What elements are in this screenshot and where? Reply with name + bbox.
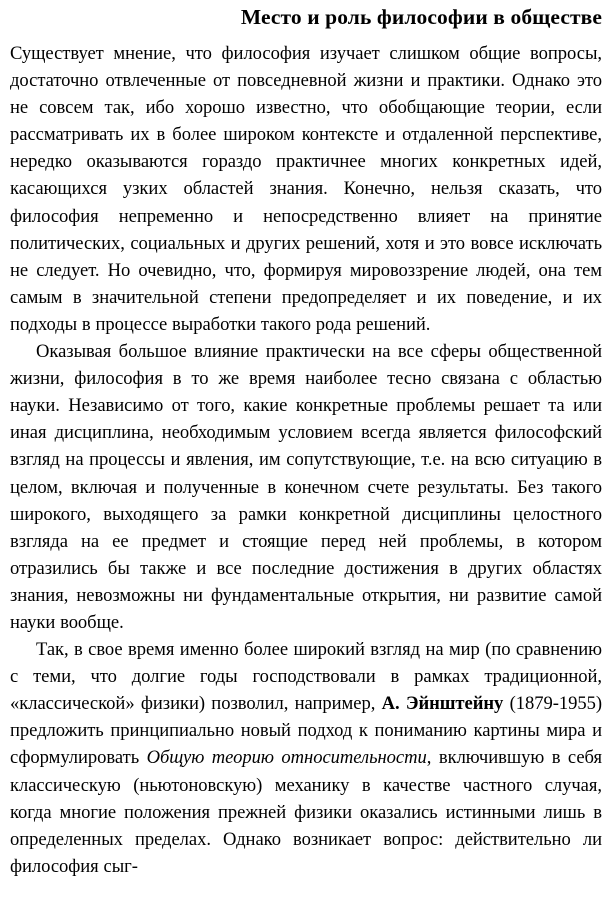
text-run: Оказывая большое влияние практически на все сферы общественной жизни, философия в то же время наиболее тесно связана с областью науки. Независимо от того, какие конкретные проблемы решает та или иная дисциплина, необходимым условием всегда является философский взгляд на процессы и явления, им сопутствующие, т.е. на всю ситуацию в целом, включая и полученные в конечном счете результаты. Без такого широкого, выходящего за рамки конкретной дисциплины целостного взгляда на ее предмет и стоящие перед ней проблемы, в котором отразились бы также и все последние достижения в других областях знания, невозможны ни фундаментальные открытия, ни развитие самой науки вообще. (10, 341, 602, 633)
text-run-bold: А. Эйнштейну (381, 693, 504, 715)
page-title: Место и роль философии в обществе (240, 5, 602, 29)
text-run: , включившую в себя классическую (ньютоновскую) механику в качестве частного случая, когда многие положения прежней физики оказались истинными лишь в определенных пределах. Однако возникает вопрос: действительно ли философия сыг- (10, 747, 603, 877)
paragraph (10, 40, 602, 338)
text-run: Так, в свое время именно более широкий взгляд на мир (по сравнению с теми, что долгие годы господствовали в рамках традиционной, «классической» физики) позволил, например, (10, 639, 602, 715)
document-body (10, 40, 602, 880)
paragraph (10, 636, 602, 880)
text-run-italic: Общую теорию относительности (146, 747, 427, 769)
document-page (0, 4, 614, 904)
paragraph (10, 338, 602, 636)
text-run: Существует мнение, что философия изучает слишком общие вопросы, достаточно отвлеченные от повседневной жизни и практики. Однако это не совсем так, ибо хорошо известно, что обобщающие теории, если рассматривать их в более широком контексте и отдаленной перспективе, нередко оказываются гораздо практичнее многих конкретных идей, касающихся узких областей знания. Конечно, нельзя сказать, что философия непременно и непосредственно влияет на принятие политических, социальных и других решений, хотя и это вовсе исключать не следует. Но очевидно, что, формируя мировоззрение людей, она тем самым в значительной степени предопределяет и их поведение, и их подходы в процессе выработки такого рода решений. (10, 43, 602, 335)
text-run: (1879-1955) предложить принципиально новый подход к пониманию картины мира и сформулировать (10, 693, 603, 769)
